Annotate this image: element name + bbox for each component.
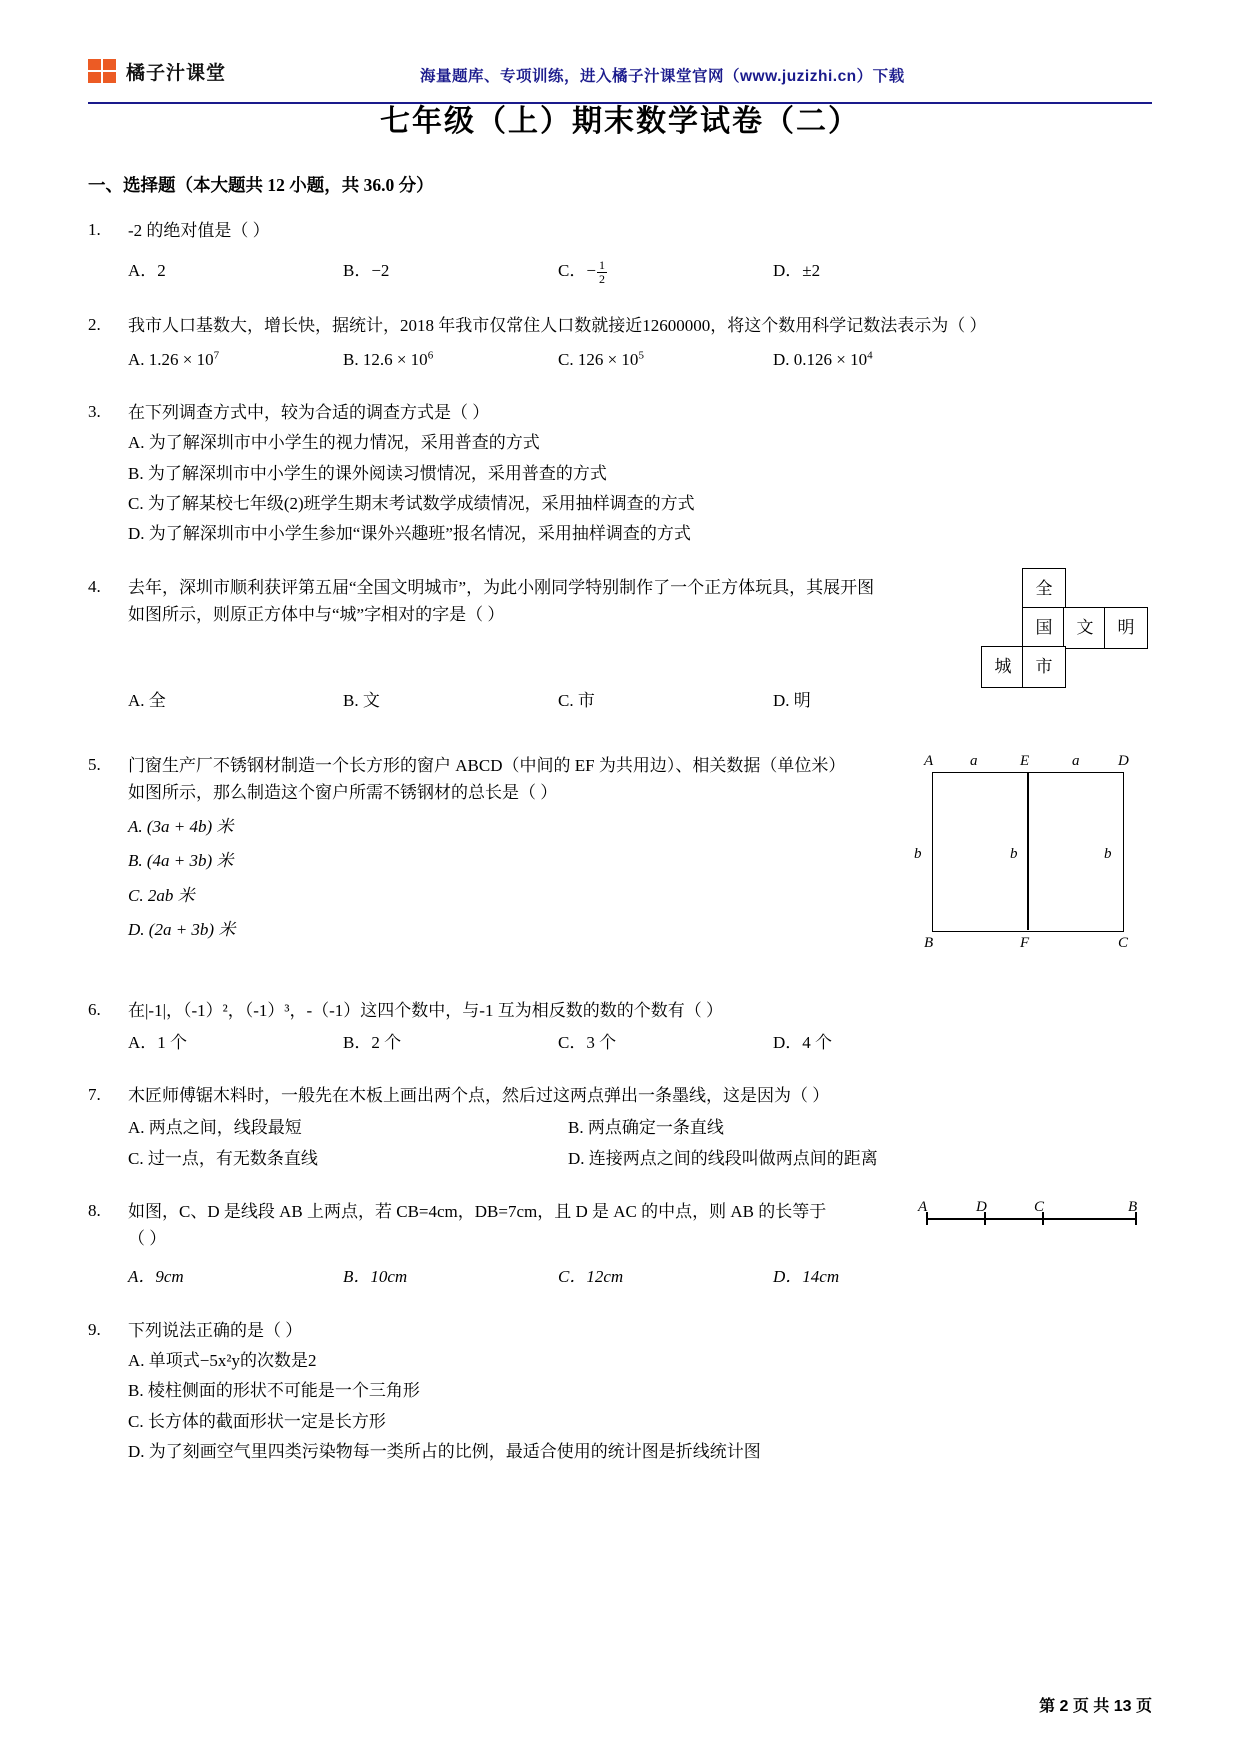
question-8 [88,1198,1152,1291]
window-figure [912,748,1152,958]
question-number: 9. [88,1319,101,1339]
question-2 [88,312,1152,374]
option-d[interactable]: D. 为了刻画空气里四类污染物每一类所占的比例，最适合使用的统计图是折线统计图 [128,1441,761,1461]
question-number: 3. [88,402,101,422]
segment-line [926,1218,1136,1220]
question-5 [88,752,1152,967]
exponent: 6 [427,349,434,362]
option-d[interactable]: D. 连接两点之间的线段叫做两点间的距离 [568,1148,878,1168]
page-title: 七年级（上）期末数学试卷（二） [380,105,860,138]
question-stem: 门窗生产厂不锈钢材制造一个长方形的窗户 ABCD（中间的 EF 为共用边）、相关数据（单位米）如图所示，那么制造这个窗户所需不锈钢材的总长是（ ） [128,755,846,802]
option-d[interactable]: D. 为了解深圳市中小学生参加“课外兴趣班”报名情况，采用抽样调查的方式 [128,524,691,544]
option-c[interactable]: C. 市 [558,690,595,710]
fraction-one-half: $\frac{1}{2}$ [598,258,605,286]
option-b[interactable]: B．10cm [343,1267,408,1287]
exponent: 7 [213,349,220,362]
question-stem: 去年，深圳市顺利获评第五届“全国文明城市”，为此小刚同学特别制作了一个正方体玩具，其展开图如图所示，则原正方体中与“城”字相对的字是（ ） [128,577,875,624]
option-d[interactable]: D．4 个 [773,1032,833,1052]
option-b[interactable]: B. 棱柱侧面的形状不可能是一个三角形 [128,1381,420,1401]
net-cell-wen: 文 [1063,607,1107,649]
option-c[interactable]: C．3 个 [558,1032,617,1052]
option-c-label: C．− [558,261,596,281]
option-d[interactable]: D. 明 [773,690,811,710]
net-cell-guo: 国 [1022,607,1066,649]
question-3 [88,399,1152,548]
question-number: 5. [88,754,101,774]
header-promo-text: 海量题库、专项训练，进入橘子汁课堂官网（www.juzizhi.cn）下载 [420,68,905,85]
option-a[interactable]: A. 为了解深圳市中小学生的视力情况，采用普查的方式 [128,433,540,453]
option-b[interactable] [343,347,558,373]
question-stem: 在|-1|，（-1）²，（-1）³，-（-1）这四个数中，与-1 互为相反数的数的个数有（ ） [128,1000,723,1020]
page-header [0,28,1240,85]
question-number: 2. [88,314,101,334]
label-a-top-left: a [970,752,978,769]
question-9 [88,1317,1152,1466]
option-a[interactable]: A．9cm [128,1267,184,1287]
question-number: 1. [88,220,101,240]
question-stem: 如图，C、D 是线段 AB 上两点，若 CB=4cm，DB=7cm，且 D 是 AC 的中点，则 AB 的长等于（ ） [128,1202,827,1249]
option-c[interactable]: C. 为了解某校七年级(2)班学生期末考试数学成绩情况，采用抽样调查的方式 [128,493,695,513]
option-c[interactable]: C. 长方体的截面形状一定是长方形 [128,1411,386,1431]
option-a[interactable] [128,347,343,373]
option-b[interactable]: B. 文 [343,690,380,710]
exponent: 4 [867,349,873,362]
option-a[interactable]: A. 单项式−5x²y的次数是2 [128,1350,317,1370]
option-a[interactable]: A. 全 [128,690,166,710]
label-D: D [1118,752,1129,769]
question-1 [88,217,1152,285]
label-b-left: b [914,845,922,862]
question-6 [88,997,1152,1057]
brand-logo [88,58,226,85]
option-c[interactable] [558,258,773,285]
net-cell-quan: 全 [1022,568,1066,610]
logo-text: 橘子汁课堂 [126,63,227,84]
label-F: F [1020,934,1030,951]
cube-net-figure [976,568,1156,688]
question-stem: 下列说法正确的是（ ） [128,1320,303,1340]
label-E: E [1020,752,1030,769]
question-stem: -2 的绝对值是（ ） [128,221,270,241]
label-B: B [924,934,934,951]
option-b[interactable]: B. 为了解深圳市中小学生的课外阅读习惯情况，采用普查的方式 [128,463,607,483]
question-number: 4. [88,576,101,596]
option-list [128,1348,1152,1465]
option-d[interactable] [773,347,988,373]
question-7 [88,1082,1152,1172]
option-b[interactable]: B．−2 [343,261,390,281]
option-d-label: D. 0.126 × 10 [773,349,868,369]
option-list [128,814,728,943]
segment-figure [912,1196,1152,1242]
option-d[interactable]: D．±2 [773,261,821,281]
option-c[interactable]: C. 过一点，有无数条直线 [128,1148,318,1168]
question-4 [88,574,1152,724]
label-b-right: b [1104,845,1112,862]
question-stem: 在下列调查方式中，较为合适的调查方式是（ ） [128,403,490,423]
question-stem: 我市人口基数大，增长快，据统计，2018 年我市仅常住人口数就接近12600000，将这个数用科学记数法表示为（ ） [128,315,987,335]
label-C: C [1118,934,1129,951]
label-A: A [918,1199,928,1215]
question-number: 7. [88,1085,101,1105]
window-middle-edge-ef [1027,772,1029,930]
section-heading: 一、选择题（本大题共 12 小题，共 36.0 分） [88,175,434,195]
question-number: 8. [88,1201,101,1220]
option-a[interactable]: A．1 个 [128,1032,188,1052]
option-b[interactable]: B．2 个 [343,1032,402,1052]
label-a-top-right: a [1072,752,1080,769]
option-b-label: B. 12.6 × 10 [343,349,428,369]
label-A: A [924,752,934,769]
option-a-label: A. 1.26 × 10 [128,349,214,369]
option-b[interactable]: B. (4a + 3b) 米 [128,851,234,871]
option-a[interactable]: A. (3a + 4b) 米 [128,816,234,836]
label-b-middle: b [1010,845,1018,862]
label-B: B [1128,1199,1138,1215]
label-D: D [976,1199,987,1215]
net-cell-cheng: 城 [981,646,1025,688]
question-number: 6. [88,999,101,1019]
option-d[interactable]: D．14cm [773,1267,840,1287]
option-list [128,430,1152,547]
net-cell-ming: 明 [1104,607,1148,649]
page-footer: 第 2 页 共 13 页 [1039,1698,1152,1715]
option-a[interactable]: A. 两点之间，线段最短 [128,1118,302,1138]
option-b[interactable]: B. 两点确定一条直线 [568,1118,724,1138]
option-d[interactable]: D. (2a + 3b) 米 [128,920,236,939]
option-c[interactable]: C．12cm [558,1267,624,1287]
question-stem: 木匠师傅锯木料时，一般先在木板上画出两个点，然后过这两点弹出一条墨线，这是因为（ ） [128,1086,830,1106]
exponent: 5 [638,349,644,362]
net-cell-shi: 市 [1022,646,1066,688]
exam-content [88,172,1152,1465]
option-c-label: C. 126 × 10 [558,349,639,369]
option-c[interactable] [558,347,773,373]
logo-squares-icon [88,59,118,85]
option-a[interactable]: A．2 [128,261,166,281]
label-C: C [1034,1199,1045,1215]
option-c[interactable]: C. 2ab 米 [128,885,195,905]
